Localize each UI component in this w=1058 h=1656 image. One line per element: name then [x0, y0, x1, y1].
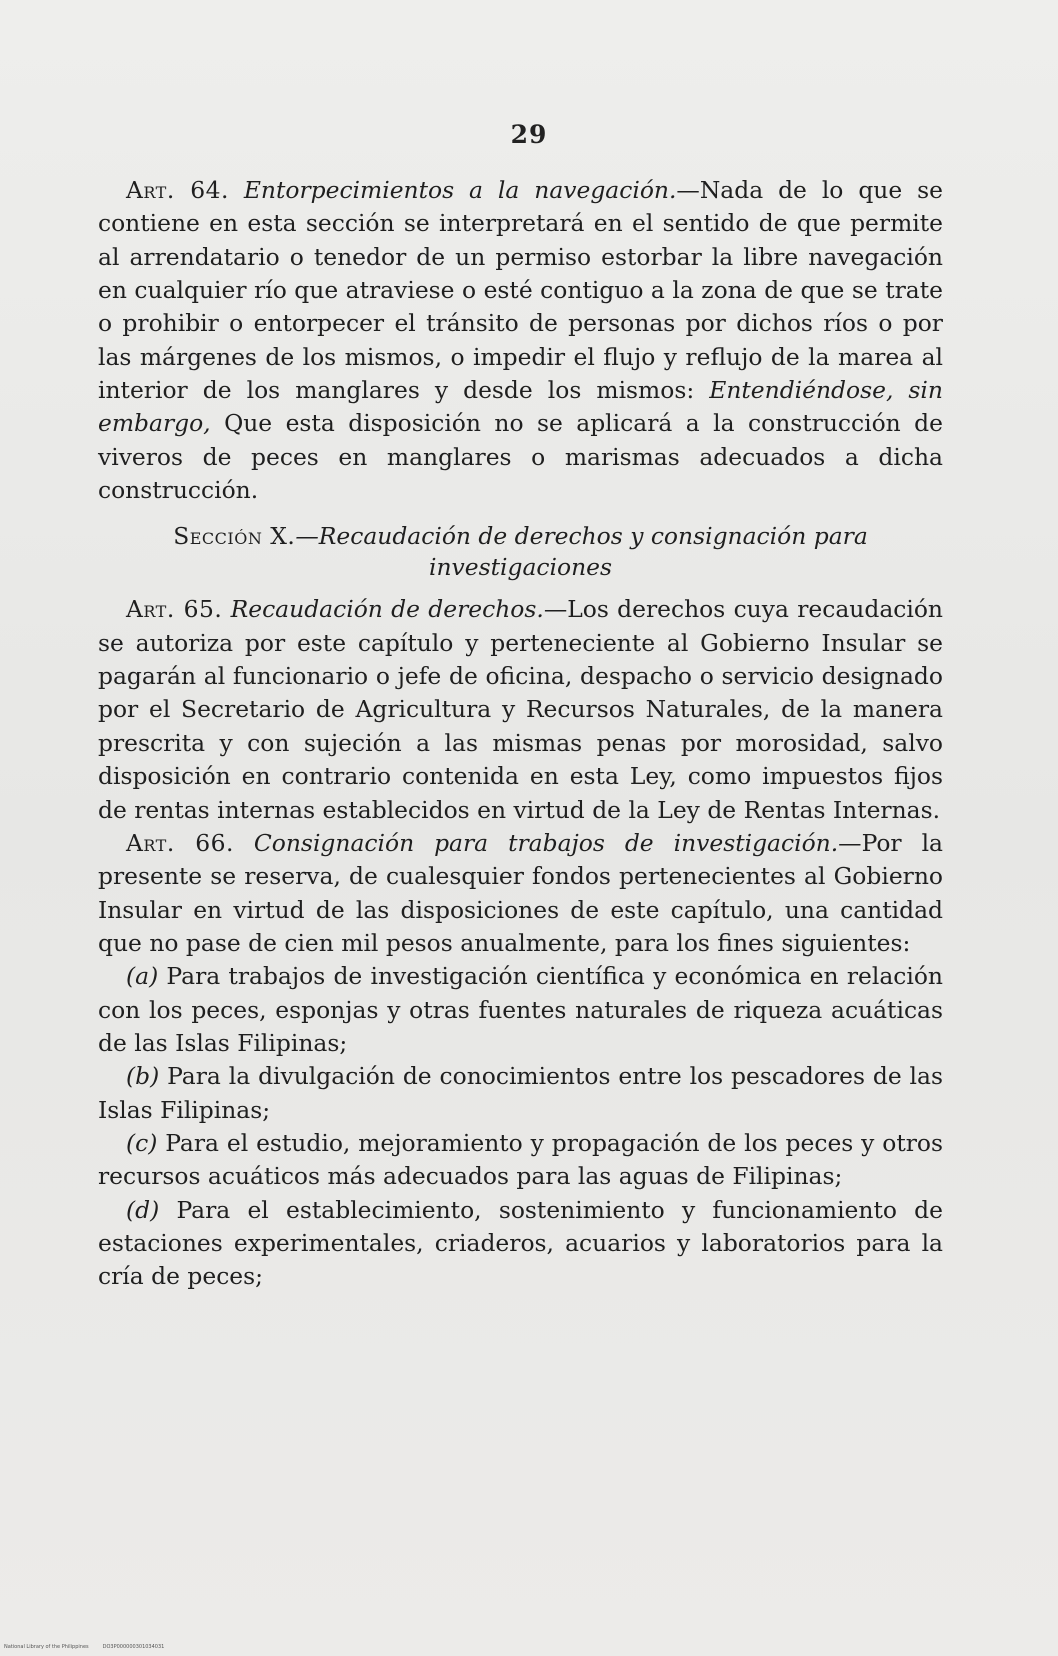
- list-item-b-label: (b): [126, 1062, 160, 1091]
- article-64-body-end: Que esta disposición no se aplicará a la construcción de viveros de peces en manglares o marismas adecuados a dicha construcción.: [98, 409, 943, 505]
- document-body: [98, 174, 943, 1294]
- article-65-label: Art. 65.: [126, 595, 223, 624]
- article-64: [98, 174, 943, 507]
- list-item-d-text: Para el establecimiento, sostenimiento y funcionamiento de estaciones experimentales, criaderos, acuarios y laboratorios para la cría de peces;: [98, 1195, 943, 1291]
- list-item-d: [98, 1194, 943, 1294]
- article-66-title: Consignación para trabajos de investigación.: [253, 828, 839, 857]
- section-10-heading: [98, 521, 943, 583]
- page-number: 29: [510, 120, 548, 149]
- list-item-d-label: (d): [126, 1195, 160, 1224]
- article-64-proviso: Entendiéndose, sin embargo,: [98, 376, 943, 438]
- list-item-c: [98, 1127, 943, 1194]
- section-10-label: Sección X.: [173, 522, 296, 551]
- scan-footer: [4, 1644, 164, 1650]
- article-66-label: Art. 66.: [126, 828, 234, 857]
- list-item-a-label: (a): [126, 962, 159, 991]
- list-item-a: [98, 960, 943, 1060]
- list-item-c-text: Para el estudio, mejoramiento y propagación de los peces y otros recursos acuáticos más adecuados para las aguas de Filipinas;: [98, 1128, 943, 1191]
- article-66-body: —Por la presente se reserva, de cualesquier fondos pertenecientes al Gobierno Insular en virtud de las disposiciones de este capítulo, una cantidad que no pase de cien mil pesos anualmente, para los fines siguientes:: [98, 828, 943, 957]
- article-65-title: Recaudación de derechos.: [230, 595, 544, 624]
- list-item-c-label: (c): [126, 1128, 158, 1157]
- article-66: [98, 827, 943, 960]
- section-10-title: —Recaudación de derechos y consignación para investigaciones: [295, 522, 868, 582]
- article-64-label: Art. 64.: [126, 176, 229, 204]
- list-item-b-text: Para la divulgación de conocimientos entre los pescadores de las Islas Filipinas;: [98, 1062, 943, 1124]
- article-64-body: —Nada de lo que se contiene en esta sección se interpretará en el sentido de que permite al arrendatario o tenedor de un permiso estorbar la libre navegación en cualquier río que atraviese o esté contiguo a la zona de que se trate o prohibir o entorpecer el tránsito de personas por dichos ríos o por las márgenes de los mismos, o impedir el flujo y reflujo de la marea al interior de los manglares y desde los mismos:: [98, 176, 943, 405]
- footer-library: National Library of the Philippines: [4, 1644, 89, 1650]
- footer-code: DO3P000000301034031: [102, 1644, 165, 1650]
- list-item-a-text: Para trabajos de investigación científica y económica en relación con los peces, esponjas y otras fuentes naturales de riqueza acuáticas de las Islas Filipinas;: [98, 962, 943, 1057]
- list-item-b: [98, 1060, 943, 1127]
- article-64-title: Entorpecimientos a la navegación.: [243, 176, 677, 204]
- article-65-body: —Los derechos cuya recaudación se autoriza por este capítulo y perteneciente al Gobierno Insular se pagarán al funcionario o jefe de oficina, despacho o servicio designado por el Secretario de Agricultura y Recursos Naturales, de la manera prescrita y con sujeción a las mismas penas por morosidad, salvo disposición en contrario contenida en esta Ley, como impuestos fijos de rentas internas establecidos en virtud de la Ley de Rentas Internas.: [98, 595, 943, 824]
- article-65: [98, 593, 943, 826]
